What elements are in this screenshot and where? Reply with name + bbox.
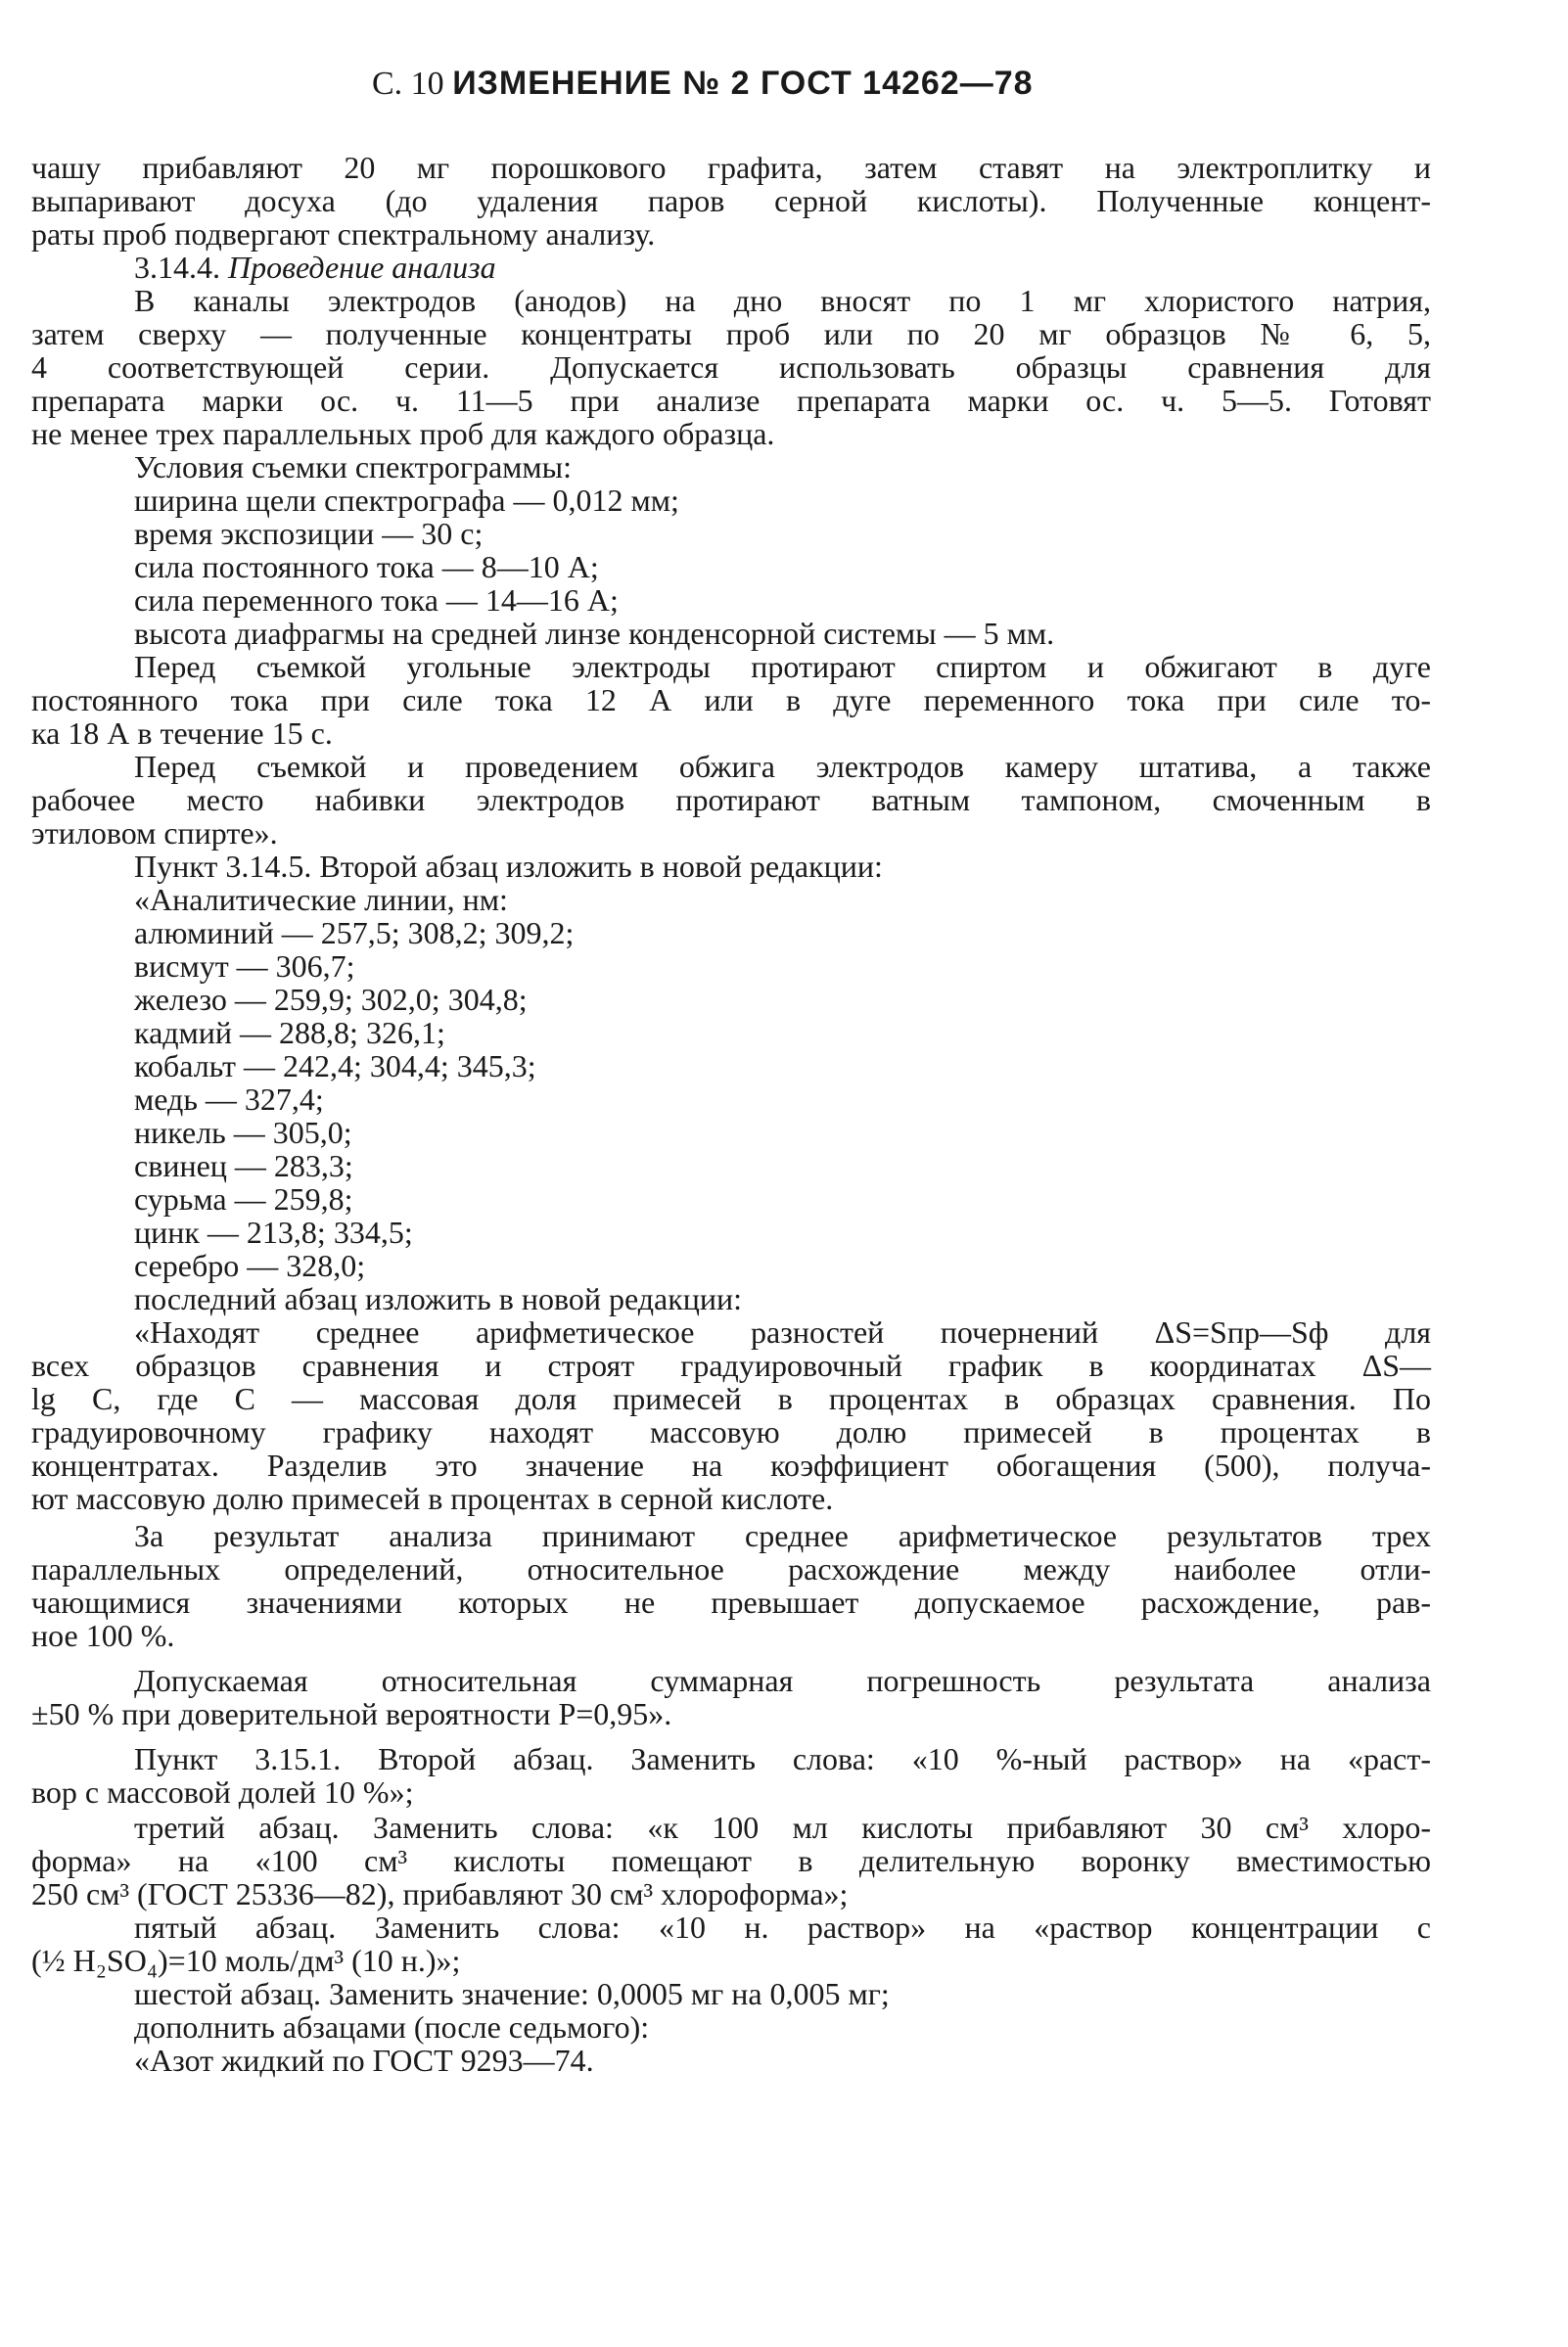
text-line: концентратах. Разделив это значение на коэффициент обогащения (500), получа- xyxy=(31,1448,1431,1483)
text-line: вор с массовой долей 10 %»; xyxy=(31,1774,414,1810)
text-line: 250 см³ (ГОСТ 25336—82), прибавляют 30 см³ хлороформа»; xyxy=(31,1876,849,1911)
section-heading xyxy=(134,251,496,284)
list-item: никель — 305,0; xyxy=(134,1115,352,1150)
text-line: В каналы электродов (анодов) на дно вносят по 1 мг хлористого натрия, xyxy=(134,283,1431,318)
text-line: этиловом спирте». xyxy=(31,815,278,851)
text-line: раты проб подвергают спектральному анализу. xyxy=(31,216,656,252)
list-item: сила переменного тока — 14—16 А; xyxy=(134,582,619,618)
text-line: ют массовую долю примесей в процентах в серной кислоте. xyxy=(31,1481,834,1516)
list-item: высота диафрагмы на средней линзе конденсорной системы — 5 мм. xyxy=(134,616,1055,651)
text-line: ное 100 %. xyxy=(31,1618,175,1653)
page-title: ИЗМЕНЕНИЕ № 2 ГОСТ 14262—78 xyxy=(452,65,1034,102)
text-line: «Находят среднее арифметическое разностей почернений ΔS=Sпр—Sф для xyxy=(134,1314,1431,1350)
list-item: цинк — 213,8; 334,5; xyxy=(134,1215,413,1250)
list-item: ширина щели спектрографа — 0,012 мм; xyxy=(134,483,679,518)
text-line: дополнить абзацами (после седьмого): xyxy=(134,2009,650,2045)
list-item: медь — 327,4; xyxy=(134,1081,324,1117)
text-line: ±50 % при доверительной вероятности P=0,95». xyxy=(31,1696,672,1731)
text-line: третий абзац. Заменить слова: «к 100 мл кислоты прибавляют 30 см³ хлоро- xyxy=(134,1810,1431,1845)
page-number: С. 10 xyxy=(372,66,444,102)
text-line: всех образцов сравнения и строят градуировочный график в координатах ΔS— xyxy=(31,1348,1431,1383)
list-item: серебро — 328,0; xyxy=(134,1248,366,1283)
section-title: Проведение анализа xyxy=(228,250,496,285)
text-line: Допускаемая относительная суммарная погрешность результата анализа xyxy=(134,1663,1431,1698)
text-line: «Азот жидкий по ГОСТ 9293—74. xyxy=(134,2043,594,2078)
text-line: постоянного тока при силе тока 12 А или в дуге переменного тока при силе то- xyxy=(31,682,1431,717)
text-line: не менее трех параллельных проб для каждого образца. xyxy=(31,416,775,451)
text-line: пятый абзац. Заменить слова: «10 н. раствор» на «раствор концентрации с xyxy=(134,1910,1431,1945)
text-line: чающимися значениями которых не превышает допускаемое расхождение, рав- xyxy=(31,1585,1431,1620)
section-number: 3.14.4. xyxy=(134,250,220,285)
text-line: Условия съемки спектрограммы: xyxy=(134,449,573,484)
list-item: железо — 259,9; 302,0; 304,8; xyxy=(134,982,528,1017)
text-line: (½ H₂SO₄)=10 моль/дм³ (10 н.)»; xyxy=(31,1943,461,1978)
text-line: ка 18 А в течение 15 с. xyxy=(31,715,333,751)
text-line: За результат анализа принимают среднее арифметическое результатов трех xyxy=(134,1518,1431,1553)
text-line: рабочее место набивки электродов протирают ватным тампоном, смоченным в xyxy=(31,782,1431,817)
list-item: сила постоянного тока — 8—10 А; xyxy=(134,549,599,584)
text-line: 4 соответствующей серии. Допускается использовать образцы сравнения для xyxy=(31,349,1431,385)
text-line: препарата марки ос. ч. 11—5 при анализе препарата марки ос. ч. 5—5. Готовят xyxy=(31,383,1431,418)
list-item: висмут — 306,7; xyxy=(134,948,355,984)
text-line: градуировочному графику находят массовую долю примесей в процентах в xyxy=(31,1414,1431,1450)
list-item: алюминий — 257,5; 308,2; 309,2; xyxy=(134,915,575,950)
list-item: свинец — 283,3; xyxy=(134,1148,353,1183)
list-item: сурьма — 259,8; xyxy=(134,1181,353,1217)
text-line: «Аналитические линии, нм: xyxy=(134,882,508,917)
list-item: кадмий — 288,8; 326,1; xyxy=(134,1015,445,1050)
text-line: lg C, где C — массовая доля примесей в процентах в образцах сравнения. По xyxy=(31,1381,1431,1416)
text-line: Перед съемкой и проведением обжига электродов камеру штатива, а также xyxy=(134,749,1431,784)
text-line: Пункт 3.15.1. Второй абзац. Заменить слова: «10 %-ный раствор» на «раст- xyxy=(134,1741,1431,1776)
text-line: параллельных определений, относительное расхождение между наиболее отли- xyxy=(31,1551,1431,1587)
text-line: шестой абзац. Заменить значение: 0,0005 мг на 0,005 мг; xyxy=(134,1976,890,2011)
text-line: форма» на «100 см³ кислоты помещают в делительную воронку вместимостью xyxy=(31,1843,1431,1878)
text-line: выпаривают досуха (до удаления паров серной кислоты). Полученные концент- xyxy=(31,183,1431,218)
text-line: последний абзац изложить в новой редакции: xyxy=(134,1281,743,1316)
list-item: кобальт — 242,4; 304,4; 345,3; xyxy=(134,1048,536,1083)
text-line: затем сверху — полученные концентраты проб или по 20 мг образцов № 6, 5, xyxy=(31,316,1431,351)
text-line: Пункт 3.14.5. Второй абзац изложить в новой редакции: xyxy=(134,849,883,884)
list-item: время экспозиции — 30 с; xyxy=(134,516,484,551)
page-header xyxy=(372,59,1214,109)
text-line: Перед съемкой угольные электроды протирают спиртом и обжигают в дуге xyxy=(134,649,1431,684)
text-line: чашу прибавляют 20 мг порошкового графита, затем ставят на электроплитку и xyxy=(31,150,1431,185)
